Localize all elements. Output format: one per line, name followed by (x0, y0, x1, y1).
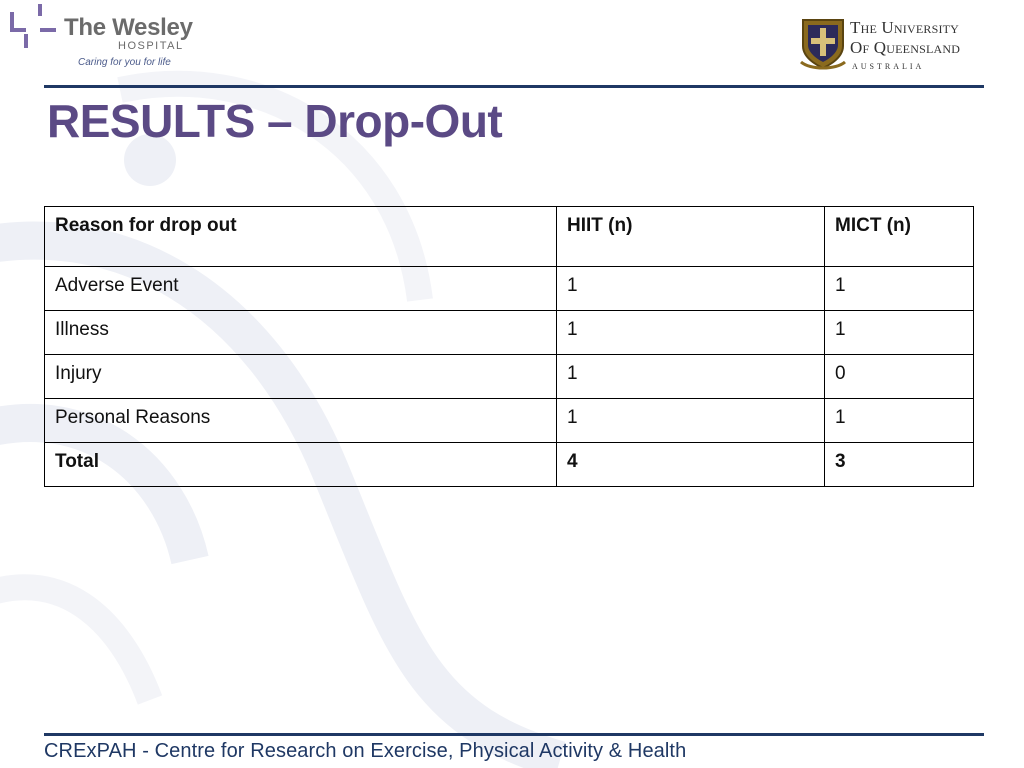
cell-mict: 1 (825, 399, 974, 443)
column-header-reason: Reason for drop out (45, 207, 557, 267)
uq-logo-line2: Of Queensland (850, 38, 961, 57)
header-divider (44, 85, 984, 88)
uq-logo-line3: AUSTRALIA (852, 62, 925, 71)
cell-total-hiit: 4 (557, 443, 825, 487)
cell-hiit: 1 (557, 399, 825, 443)
cell-hiit: 1 (557, 267, 825, 311)
cell-reason: Illness (45, 311, 557, 355)
cell-mict: 1 (825, 311, 974, 355)
slide-title: RESULTS – Drop-Out (47, 95, 503, 147)
column-header-hiit: HIIT (n) (557, 207, 825, 267)
cell-reason: Injury (45, 355, 557, 399)
wesley-logo-tagline: Caring for you for life (78, 57, 171, 68)
cell-reason: Personal Reasons (45, 399, 557, 443)
cell-hiit: 1 (557, 355, 825, 399)
wesley-cross-icon (4, 4, 60, 56)
footer-text: CRExPAH - Centre for Research on Exercise, Physical Activity & Health (44, 740, 687, 762)
footer-divider (44, 733, 984, 736)
wesley-logo-hospital: HOSPITAL (118, 40, 184, 52)
uq-logo (800, 16, 990, 76)
table-row (45, 355, 974, 399)
table-row (45, 399, 974, 443)
cell-reason: Adverse Event (45, 267, 557, 311)
table-header-row (45, 207, 974, 267)
wesley-logo-name: The Wesley (64, 14, 193, 41)
table-row (45, 311, 974, 355)
uq-logo-line1: The University (850, 18, 960, 37)
table-row (45, 267, 974, 311)
cell-hiit: 1 (557, 311, 825, 355)
cell-total-label: Total (45, 443, 557, 487)
uq-crest-icon (800, 16, 846, 72)
dropout-table (44, 206, 974, 487)
column-header-mict: MICT (n) (825, 207, 974, 267)
table-total-row (45, 443, 974, 487)
cell-mict: 1 (825, 267, 974, 311)
wesley-hospital-logo (4, 4, 204, 74)
cell-total-mict: 3 (825, 443, 974, 487)
cell-mict: 0 (825, 355, 974, 399)
